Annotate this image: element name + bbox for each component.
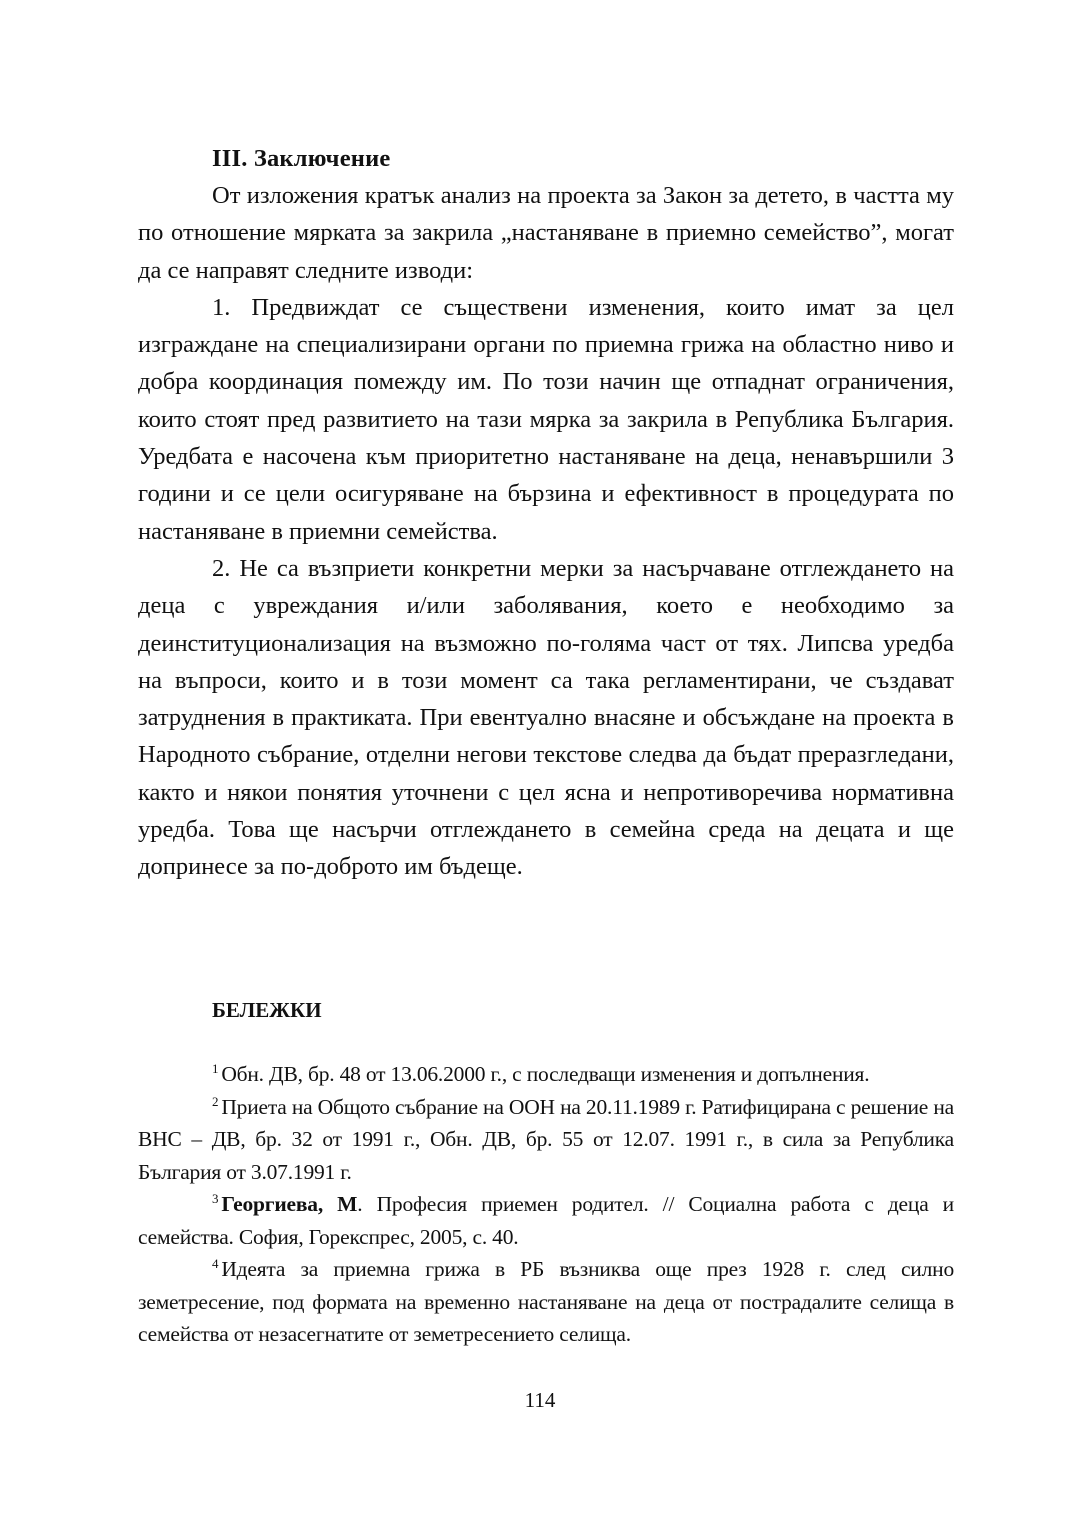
footnote-number: 2 bbox=[212, 1093, 219, 1109]
footnote-1 bbox=[138, 1058, 954, 1091]
conclusion-intro-paragraph: От изложения кратък анализ на проекта за Закон за детето, в частта му по отношение мярката за закрила „настаняване в приемно семейство”, могат да се направят следните изводи: bbox=[138, 182, 954, 284]
footnote-number: 4 bbox=[212, 1256, 219, 1271]
footnote-text: Идеята за приемна грижа в РБ възниква още през 1928 г. след силно земетресение, под формата на временно настаняване на деца от пострадалите селища в семейства от незасегнатите от земетресението селища. bbox=[138, 1257, 954, 1346]
footnotes-list bbox=[138, 1058, 954, 1351]
footnote-3 bbox=[138, 1188, 954, 1253]
footnote-text: Приета на Общото събрание на ООН на 20.11.1989 г. Ратифицирана с решение на ВНС – ДВ, бр. 32 от 1991 г., Обн. ДВ, бр. 55 от 12.07. 1991 г., в сила за Република България от 3.07.1991 г. bbox=[138, 1094, 954, 1184]
footnote-4 bbox=[138, 1253, 954, 1351]
notes-heading: БЕЛЕЖКИ bbox=[212, 998, 322, 1022]
footnote-number: 3 bbox=[212, 1191, 219, 1206]
document-page bbox=[138, 140, 954, 1346]
page-number: 114 bbox=[524, 1388, 556, 1412]
footnote-number: 1 bbox=[212, 1061, 219, 1076]
section-heading: III. Заключение bbox=[212, 145, 391, 172]
footnote-text: . Професия приемен родител. // Социална работа с деца и семейства. София, Горекспрес, 2005, с. 40. bbox=[138, 1192, 954, 1249]
footnote-text: Обн. ДВ, бр. 48 от 13.06.2000 г., с последващи изменения и допълнения. bbox=[221, 1062, 870, 1086]
conclusion-point-1-paragraph: 1. Предвиждат се съществени изменения, които имат за цел изграждане на специализирани органи по приемна грижа на областно ниво и добра координация помежду им. По този начин ще отпаднат ограничения, които стоят пред развитието на тази мярка за закрила в Република България. Уредбата е насочена към приоритетно настаняване на деца, ненавършили 3 години и се цели осигуряване на бързина и ефективност в процедурата по настаняване в приемни семейства. bbox=[138, 293, 954, 545]
footnote-2 bbox=[138, 1091, 954, 1189]
footnote-author: Георгиева, М bbox=[221, 1192, 358, 1216]
conclusion-point-2-paragraph: 2. Не са възприети конкретни мерки за насърчаване отглеждането на деца с увреждания и/или заболявания, което е необходимо за деинституционализация на възможно по-голяма част от тях. Липсва уредба на въпроси, които и в този момент са така регламентирани, че създават затруднения в практиката. При евентуално внасяне и обсъждане на проекта в Народното събрание, отделни негови текстове следва да бъдат преразгледани, както и някои понятия уточнени с цел ясна и непротиворечива нормативна уредба. Това ще насърчи отглеждането в семейна среда на децата и ще допринесе за по-доброто им бъдеще. bbox=[138, 554, 954, 881]
